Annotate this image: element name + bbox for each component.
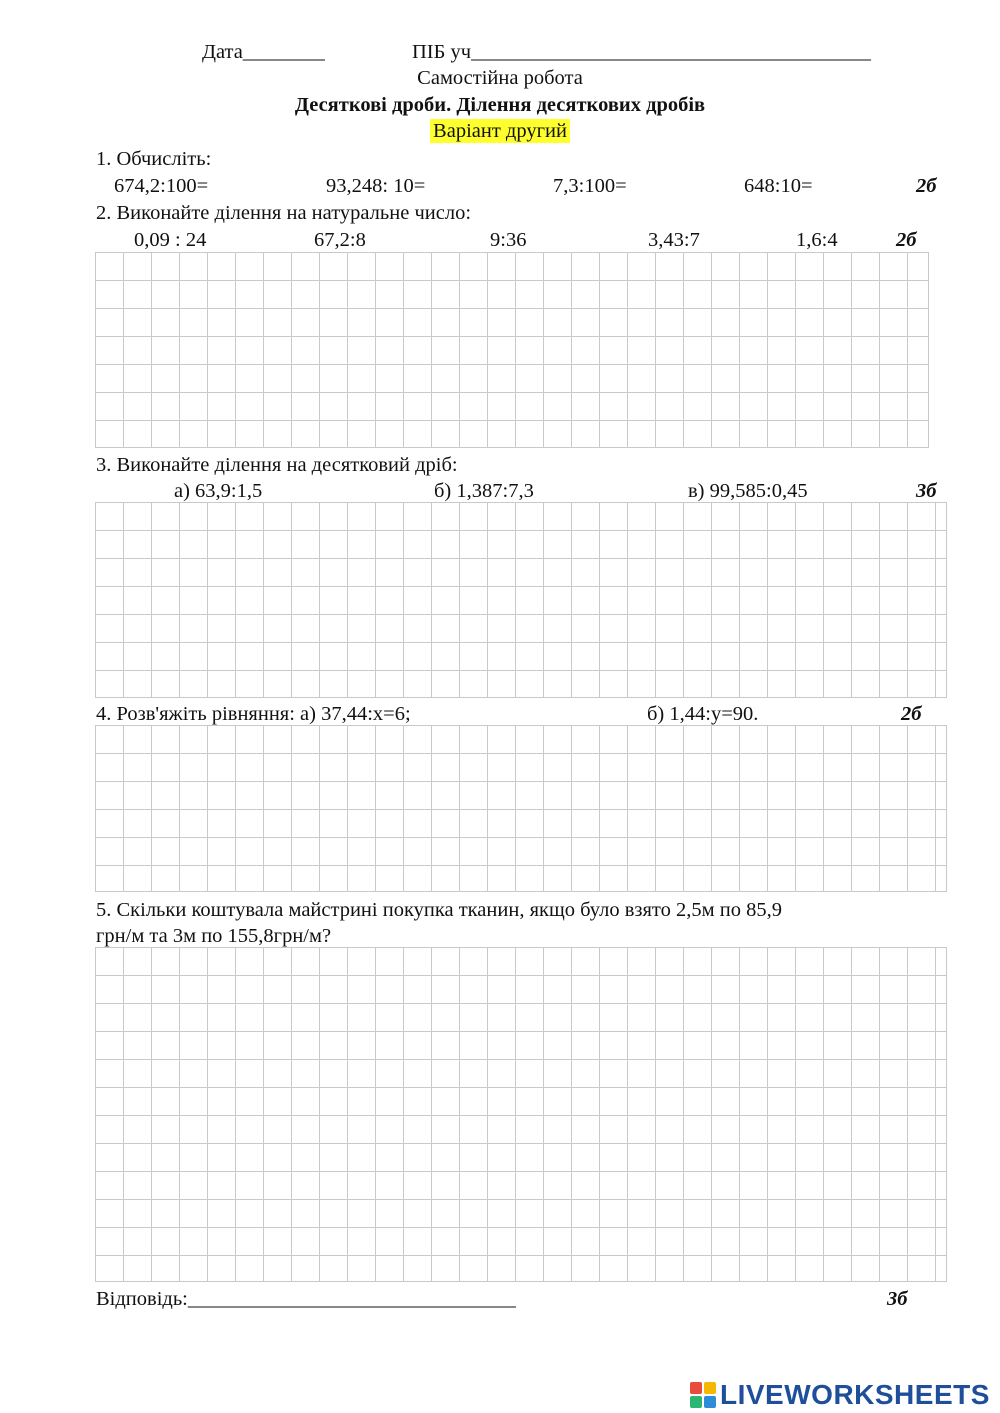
task5-problem-line: грн/м та 3м по 155,8грн/м?	[96, 925, 332, 947]
task4-work-grid[interactable]	[95, 725, 947, 892]
student-name-field-label: ПІБ уч_______________________________________	[412, 41, 871, 63]
task1-item: 674,2:100=	[114, 175, 209, 197]
task1-item: 7,3:100=	[553, 175, 627, 197]
task2-item: 9:36	[490, 229, 527, 251]
task4-score: 2б	[901, 703, 922, 725]
logo-blocks-icon	[690, 1382, 716, 1408]
task3-item: б) 1,387:7,3	[434, 480, 534, 502]
task4-item-b: б) 1,44:у=90.	[647, 703, 759, 725]
task3-heading: 3. Виконайте ділення на десятковий дріб:	[96, 454, 458, 476]
task1-item: 648:10=	[744, 175, 813, 197]
work-type: Самостійна робота	[417, 67, 583, 89]
date-field-label: Дата________	[202, 41, 325, 63]
task2-heading: 2. Виконайте ділення на натуральне число:	[96, 202, 472, 224]
variant-label	[0, 121, 1000, 142]
task3-item: в) 99,585:0,45	[688, 480, 808, 502]
task2-item: 1,6:4	[796, 229, 838, 251]
task2-score: 2б	[896, 229, 917, 251]
task2-item: 67,2:8	[314, 229, 366, 251]
task1-score: 2б	[916, 175, 937, 197]
brand-name: LIVEWORKSHEETS	[720, 1379, 990, 1410]
task3-item: а) 63,9:1,5	[174, 480, 263, 502]
task2-item: 0,09 : 24	[134, 229, 207, 251]
task3-score: 3б	[916, 480, 937, 502]
liveworksheets-logo	[690, 1378, 990, 1412]
task5-work-grid[interactable]	[95, 947, 947, 1282]
task5-score: 3б	[887, 1288, 908, 1310]
task4-heading: 4. Розв'яжіть рівняння: а) 37,44:х=6;	[96, 703, 411, 725]
task3-work-grid[interactable]	[95, 502, 947, 698]
task1-heading: 1. Обчисліть:	[96, 148, 212, 170]
task2-work-grid[interactable]	[95, 252, 929, 448]
answer-field-label: Відповідь:________________________________	[96, 1288, 516, 1310]
page-title: Десяткові дроби. Ділення десяткових дробів	[294, 94, 706, 116]
task2-item: 3,43:7	[648, 229, 700, 251]
variant-highlight: Варіант другий	[430, 119, 570, 143]
task1-item: 93,248: 10=	[326, 175, 426, 197]
task5-problem-line: 5. Скільки коштувала майстрині покупка тканин, якщо було взято 2,5м по 85,9	[96, 899, 782, 921]
